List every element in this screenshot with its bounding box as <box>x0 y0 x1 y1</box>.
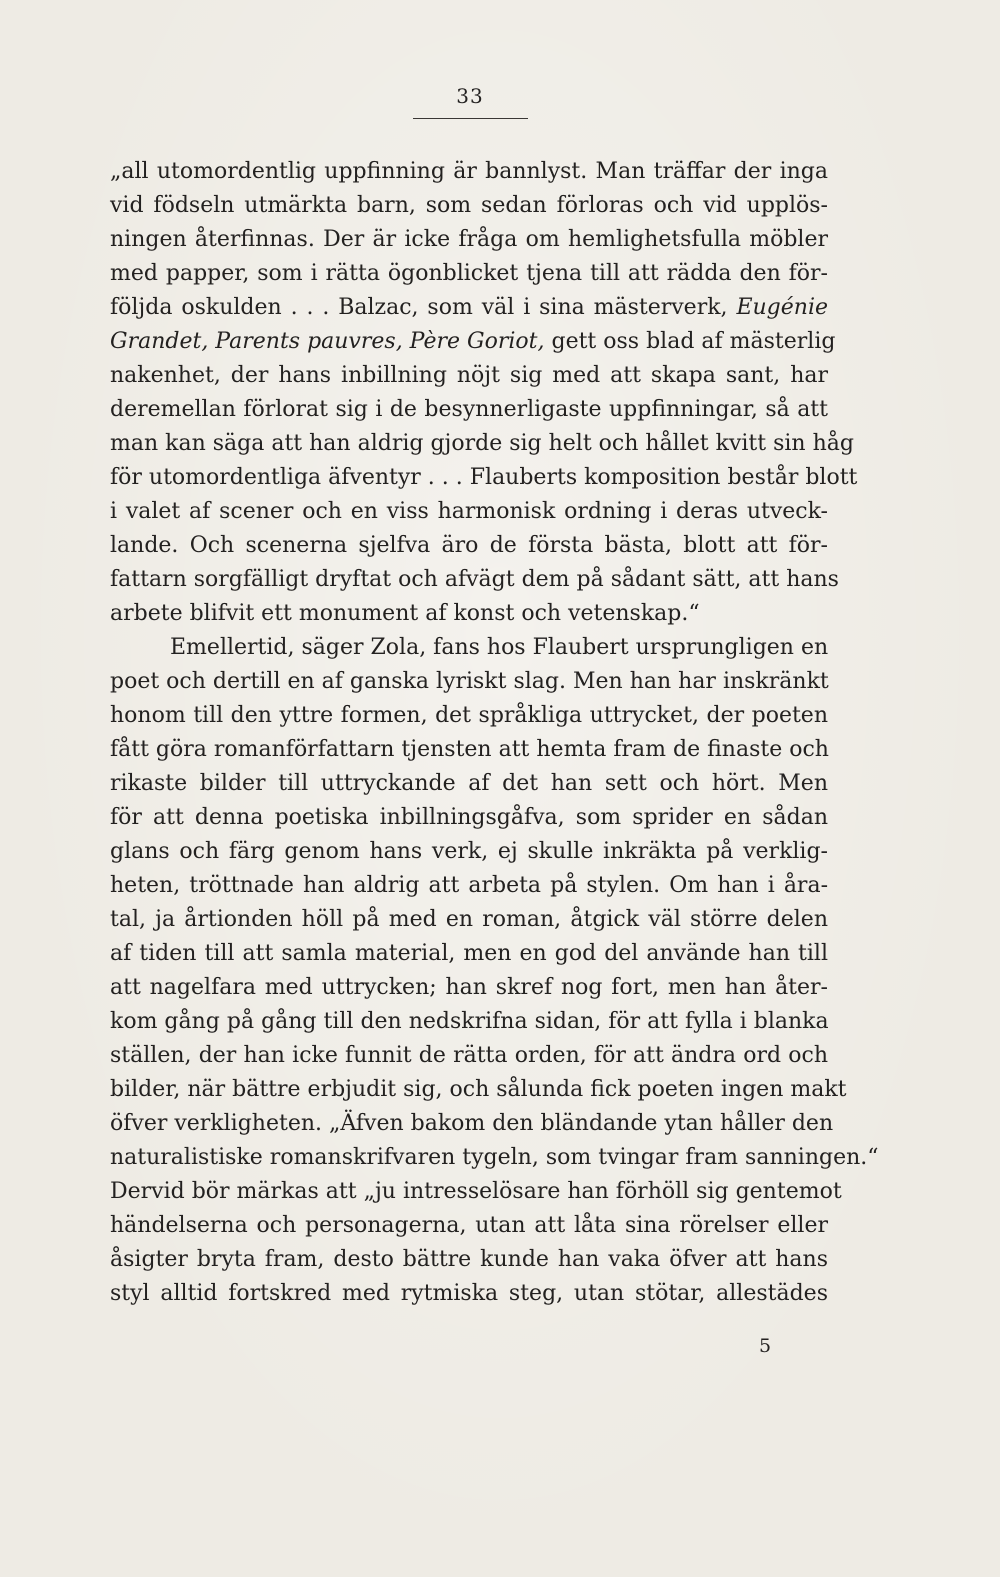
italic-title-text: Eugénie <box>736 295 828 320</box>
text-line <box>110 971 828 1005</box>
text-line <box>110 529 828 563</box>
line-text: gett oss blad af mästerlig <box>544 329 836 354</box>
line-text: fattarn sorgfälligt dryftat och afvägt dem på sådant sätt, att hans <box>110 567 839 592</box>
text-line <box>110 801 828 835</box>
line-text: för att denna poetiska inbillningsgåfva, som sprider en sådan <box>110 805 828 830</box>
text-line <box>110 1039 828 1073</box>
line-text: man kan säga att han aldrig gjorde sig helt och hållet kvitt sin håg <box>110 431 854 456</box>
text-line <box>110 1107 834 1141</box>
line-text: honom till den yttre formen, det språkliga uttrycket, der poeten <box>110 703 828 728</box>
signature-mark: 5 <box>758 1335 772 1357</box>
text-line <box>110 1073 847 1107</box>
line-text: ningen återfinnas. Der är icke fråga om hemlighetsfulla möbler <box>110 227 828 252</box>
text-line <box>110 1209 828 1243</box>
text-line <box>110 257 828 291</box>
text-line <box>110 427 854 461</box>
line-text: naturalistiske romanskrifvaren tygeln, som tvingar fram sanningen.“ <box>110 1145 879 1170</box>
text-line <box>110 563 839 597</box>
text-line <box>110 1175 842 1209</box>
line-text: Dervid bör märkas att „ju intresselösare han förhöll sig gentemot <box>110 1179 842 1204</box>
line-text: för utomordentliga äfventyr . . . Flauberts komposition består blott <box>110 465 858 490</box>
text-line <box>110 461 858 495</box>
text-line <box>110 1277 828 1311</box>
text-line <box>110 291 828 325</box>
text-line <box>110 835 828 869</box>
line-text: af tiden till att samla material, men en god del använde han till <box>110 941 828 966</box>
text-line <box>110 699 828 733</box>
line-text: vid födseln utmärkta barn, som sedan förloras och vid upplös- <box>110 193 828 218</box>
text-line <box>110 495 828 529</box>
line-text: med papper, som i rätta ögonblicket tjena till att rädda den för- <box>110 261 828 286</box>
line-text: „all utomordentlig uppfinning är bannlyst. Man träffar der inga <box>110 159 828 184</box>
text-line <box>110 597 828 631</box>
text-line <box>110 223 828 257</box>
text-line <box>110 1243 828 1277</box>
text-line <box>110 189 828 223</box>
line-text: glans och färg genom hans verk, ej skulle inkräkta på verklig- <box>110 839 828 864</box>
italic-title-text: Grandet, Parents pauvres, Père Goriot, <box>110 329 545 354</box>
text-line <box>110 155 828 189</box>
text-line <box>110 903 828 937</box>
line-text: lande. Och scenerna sjelfva äro de första bästa, blott att för- <box>110 533 828 558</box>
line-text: att nagelfara med uttrycken; han skref nog fort, men han åter- <box>110 975 828 1000</box>
line-text: deremellan förlorat sig i de besynnerligaste uppfinningar, så att <box>110 397 828 422</box>
text-line <box>110 631 828 665</box>
text-line <box>110 665 828 699</box>
text-line <box>110 1005 828 1039</box>
line-text: tal, ja årtionden höll på med en roman, åtgick väl större delen <box>110 907 828 932</box>
line-text: händelserna och personagerna, utan att låta sina rörelser eller <box>110 1213 828 1238</box>
text-line <box>110 937 828 971</box>
line-text: poet och dertill en af ganska lyriskt slag. Men han har inskränkt <box>110 669 829 694</box>
line-text: styl alltid fortskred med rytmiska steg, utan stötar, allestädes <box>110 1281 828 1306</box>
line-text: följda oskulden . . . Balzac, som väl i sina mästerverk, <box>110 295 737 320</box>
text-line <box>110 869 828 903</box>
line-text: fått göra romanförfattarn tjensten att hemta fram de finaste och <box>110 737 829 762</box>
line-text: öfver verkligheten. „Äfven bakom den bländande ytan håller den <box>110 1111 834 1136</box>
line-text: åsigter bryta fram, desto bättre kunde han vaka öfver att hans <box>110 1247 828 1272</box>
line-text: nakenhet, der hans inbillning nöjt sig med att skapa sant, har <box>110 363 828 388</box>
page-number: 33 <box>456 84 484 108</box>
line-text: arbete blifvit ett monument af konst och vetenskap.“ <box>110 601 700 626</box>
line-text: i valet af scener och en viss harmonisk ordning i deras utveck- <box>110 499 828 524</box>
text-line <box>110 1141 879 1175</box>
line-text: bilder, när bättre erbjudit sig, och sålunda fick poeten ingen makt <box>110 1077 847 1102</box>
text-line <box>110 325 836 359</box>
line-text: Emellertid, säger Zola, fans hos Flaubert ursprungligen en <box>170 635 829 660</box>
text-line <box>110 393 828 427</box>
page-number-rule <box>413 118 528 119</box>
body-text <box>110 155 879 1311</box>
line-text: rikaste bilder till uttryckande af det han sett och hört. Men <box>110 771 828 796</box>
text-line <box>110 733 828 767</box>
line-text: kom gång på gång till den nedskrifna sidan, för att fylla i blanka <box>110 1009 829 1034</box>
text-line <box>110 767 828 801</box>
text-line <box>110 359 828 393</box>
line-text: heten, tröttnade han aldrig att arbeta på stylen. Om han i åra- <box>110 873 828 898</box>
line-text: ställen, der han icke funnit de rätta orden, för att ändra ord och <box>110 1043 828 1068</box>
